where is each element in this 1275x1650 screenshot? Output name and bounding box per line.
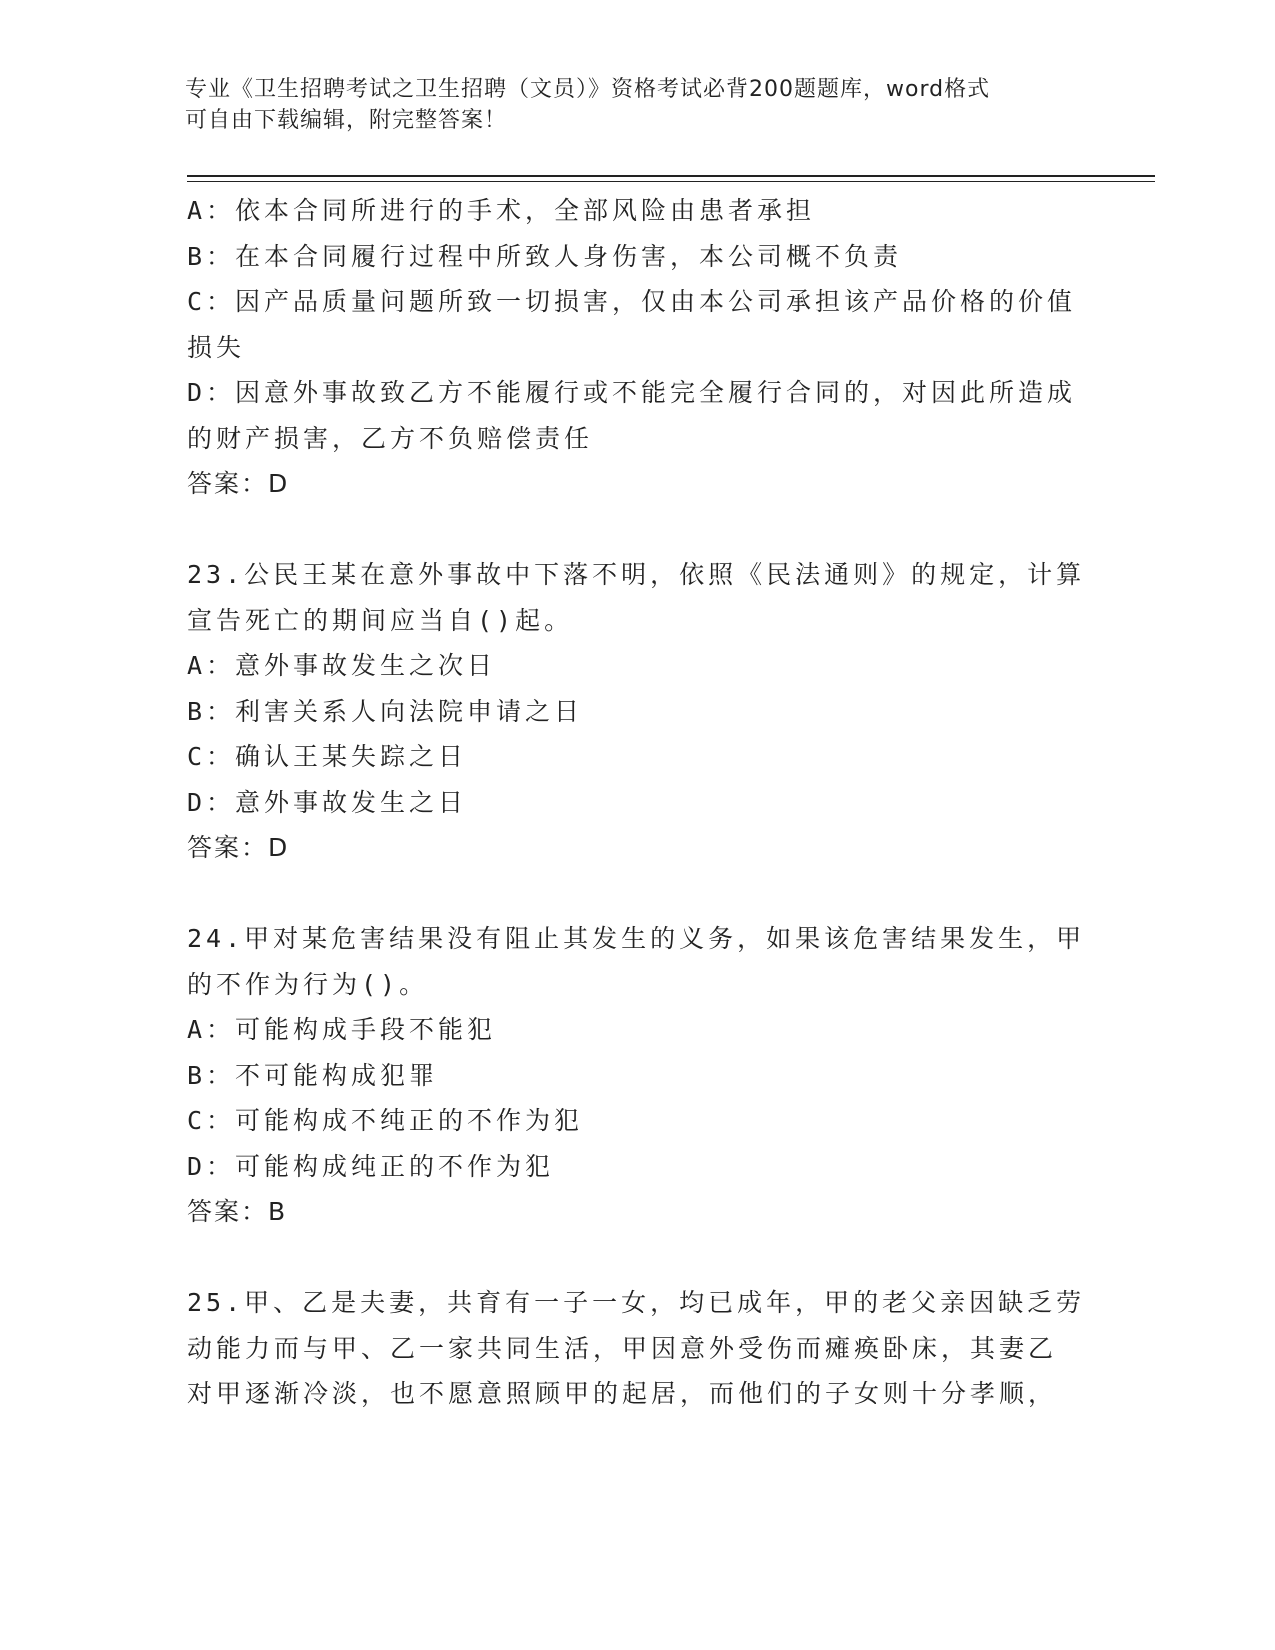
answer-line: 答案：D <box>187 833 290 862</box>
option-c: C：因产品质量问题所致一切损害，仅由本公司承担该产品价格的价值 <box>187 287 1077 316</box>
option-d: D：意外事故发生之日 <box>187 787 468 817</box>
answer-line: 答案：B <box>187 1197 288 1226</box>
answer-line: 答案：D <box>187 469 290 498</box>
question-stem-continued: 的不作为行为()。 <box>187 969 429 999</box>
document-header <box>185 74 1085 136</box>
header-line-2: 可自由下载编辑，附完整答案！ <box>185 108 508 133</box>
option-a: A：意外事故发生之次日 <box>187 651 497 680</box>
question-stem: 24.甲对某危害结果没有阻止其发生的义务，如果该危害结果发生，甲 <box>187 924 1086 953</box>
spacer <box>187 507 1087 553</box>
header-rule-thin <box>187 181 1155 182</box>
question-stem-continued: 动能力而与甲、乙一家共同生活，甲因意外受伤而瘫痪卧床，其妻乙 <box>187 1333 1058 1363</box>
question-25 <box>187 1280 1087 1417</box>
question-24 <box>187 916 1087 1235</box>
header-line-1: 专业《卫生招聘考试之卫生招聘（文员）》资格考试必背200题题库，word格式 <box>185 77 991 102</box>
option-a: A：依本合同所进行的手术，全部风险由患者承担 <box>187 196 816 225</box>
option-a: A：可能构成手段不能犯 <box>187 1015 497 1044</box>
option-b: B：利害关系人向法院申请之日 <box>187 696 584 726</box>
option-d-continued: 的财产损害，乙方不负赔偿责任 <box>187 423 594 453</box>
option-c: C：可能构成不纯正的不作为犯 <box>187 1106 584 1135</box>
spacer <box>187 871 1087 917</box>
question-stem-continued: 宣告死亡的期间应当自()起。 <box>187 605 574 635</box>
option-c: C：确认王某失踪之日 <box>187 742 468 771</box>
option-d: D：可能构成纯正的不作为犯 <box>187 1151 555 1181</box>
question-23 <box>187 552 1087 871</box>
option-c-continued: 损失 <box>187 332 246 362</box>
question-list <box>187 188 1087 1417</box>
question-stem: 23.公民王某在意外事故中下落不明，依照《民法通则》的规定，计算 <box>187 560 1086 589</box>
option-b: B：不可能构成犯罪 <box>187 1060 439 1090</box>
question-22 <box>187 188 1087 507</box>
option-b: B：在本合同履行过程中所致人身伤害，本公司概不负责 <box>187 241 903 271</box>
spacer <box>187 1235 1087 1281</box>
header-rule-thick <box>187 175 1155 177</box>
question-stem-continued: 对甲逐渐冷淡，也不愿意照顾甲的起居，而他们的子女则十分孝顺， <box>187 1379 1058 1408</box>
question-stem: 25.甲、乙是夫妻，共育有一子一女，均已成年，甲的老父亲因缺乏劳 <box>187 1288 1086 1317</box>
option-d: D：因意外事故致乙方不能履行或不能完全履行合同的，对因此所造成 <box>187 378 1077 407</box>
